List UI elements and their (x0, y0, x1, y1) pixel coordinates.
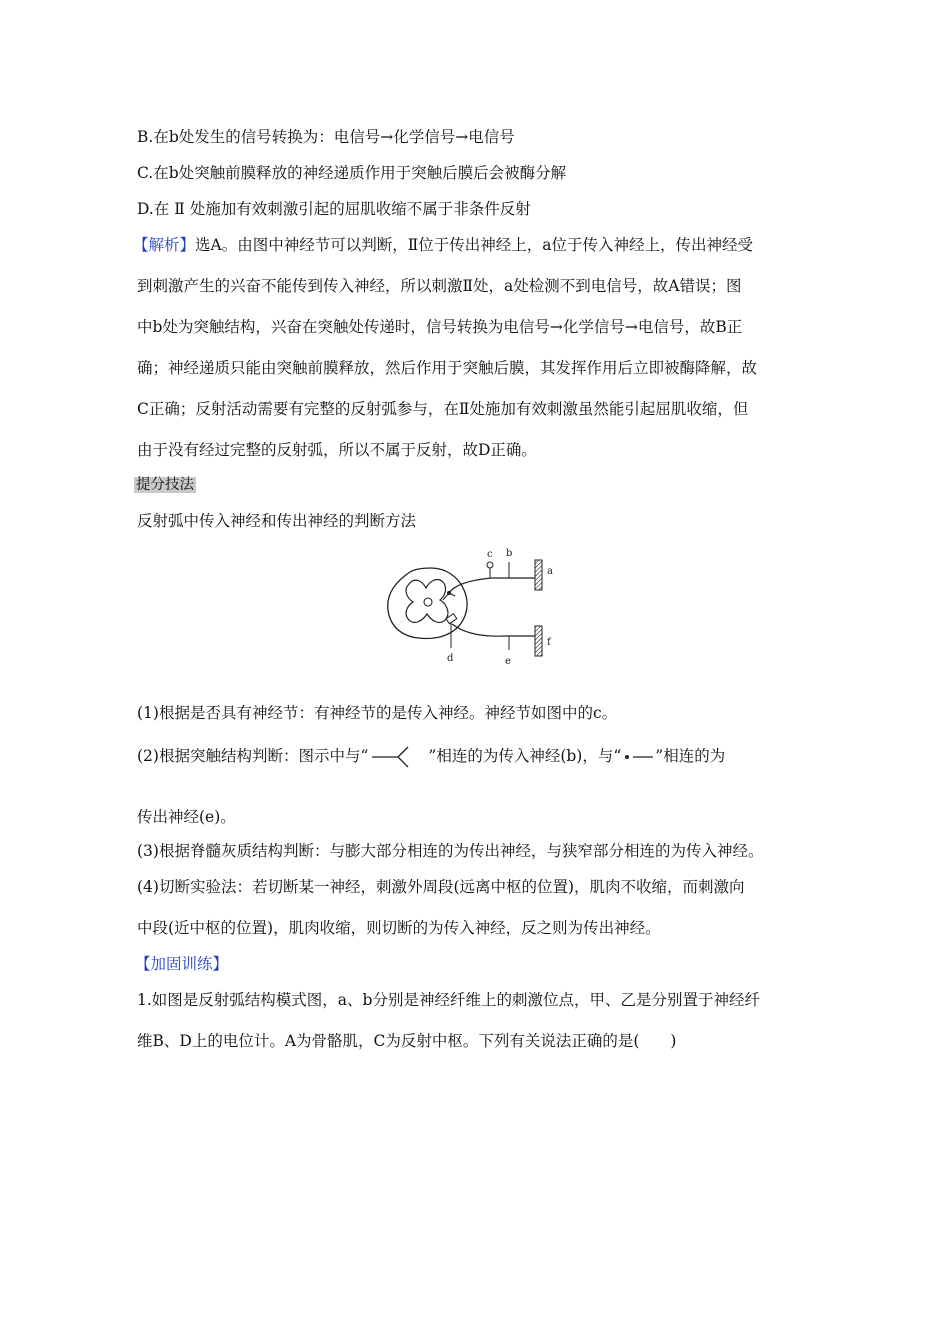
label-c: c (487, 549, 493, 560)
gray-matter (406, 580, 448, 623)
option-b: B.在b处发生的信号转换为：电信号→化学信号→电信号 (137, 128, 515, 146)
method-title: 反射弧中传入神经和传出神经的判断方法 (137, 512, 417, 530)
analysis-line-1: 【解析】选A。由图中神经节可以判断，Ⅱ位于传出神经上，a位于传入神经上，传出神经受 (133, 236, 753, 254)
method-item-2: (2)根据突触结构判断：图示中与“ ”相连的为传入神经(b)，与“ ”相连的为 (137, 744, 725, 770)
effector-f (535, 626, 542, 656)
analysis-line-6: 由于没有经过完整的反射弧，所以不属于反射，故D正确。 (137, 441, 537, 459)
label-e: e (505, 656, 511, 667)
question-1-line-1: 1.如图是反射弧结构模式图，a、b分别是神经纤维上的刺激位点，甲、乙是分别置于神经纤 (137, 991, 760, 1009)
analysis-line-2: 到刺激产生的兴奋不能传到传入神经，所以刺激Ⅱ处，a处检测不到电信号，故A错误；图 (137, 277, 742, 295)
label-d: d (447, 653, 454, 664)
method-item-2-cont: 传出神经(e)。 (137, 808, 236, 826)
analysis-line-5: C正确；反射活动需要有完整的反射弧参与，在Ⅱ处施加有效刺激虽然能引起屈肌收缩，但 (137, 400, 749, 418)
method-item-3: (3)根据脊髓灰质结构判断：与膨大部分相连的为传出神经，与狭窄部分相连的为传入神经。 (137, 842, 764, 860)
training-tag: 【加固训练】 (135, 955, 229, 973)
afferent-synapse-symbol (368, 744, 428, 770)
reflex-arc-diagram (385, 548, 570, 670)
efferent-nerve (452, 624, 535, 636)
analysis-line-4: 确；神经递质只能由突触前膜释放，然后作用于突触后膜，其发挥作用后立即被酶降解，故 (137, 359, 758, 377)
ganglion-c (487, 562, 493, 568)
question-1-line-2: 维B、D上的电位计。A为骨骼肌，C为反射中枢。下列有关说法正确的是( ) (137, 1032, 677, 1050)
effector-a (535, 560, 542, 590)
label-f: f (547, 637, 551, 648)
method-item-4-cont: 中段(近中枢的位置)，肌肉收缩，则切断的为传入神经，反之则为传出神经。 (137, 919, 661, 937)
central-canal (424, 598, 432, 606)
efferent-synapse-symbol (621, 750, 655, 764)
option-c: C.在b处突触前膜释放的神经递质作用于突触后膜后会被酶分解 (137, 164, 567, 182)
analysis-tag: 【解析】 (133, 236, 196, 254)
interneuron-dot (447, 591, 451, 595)
analysis-line-3: 中b处为突触结构，兴奋在突触处传递时，信号转换为电信号→化学信号→电信号，故B正 (137, 318, 743, 336)
method-item-4: (4)切断实验法：若切断某一神经，刺激外周段(远离中枢的位置)，肌肉不收缩，而刺激向 (137, 878, 745, 896)
option-d: D.在 Ⅱ 处施加有效刺激引起的屈肌收缩不属于非条件反射 (137, 200, 531, 218)
method-heading: 提分技法 (136, 477, 194, 493)
method-item-1: (1)根据是否具有神经节：有神经节的是传入神经。神经节如图中的c。 (137, 704, 618, 722)
label-a: a (547, 566, 553, 577)
label-b: b (506, 548, 513, 559)
spinal-cord-outline (388, 568, 467, 639)
